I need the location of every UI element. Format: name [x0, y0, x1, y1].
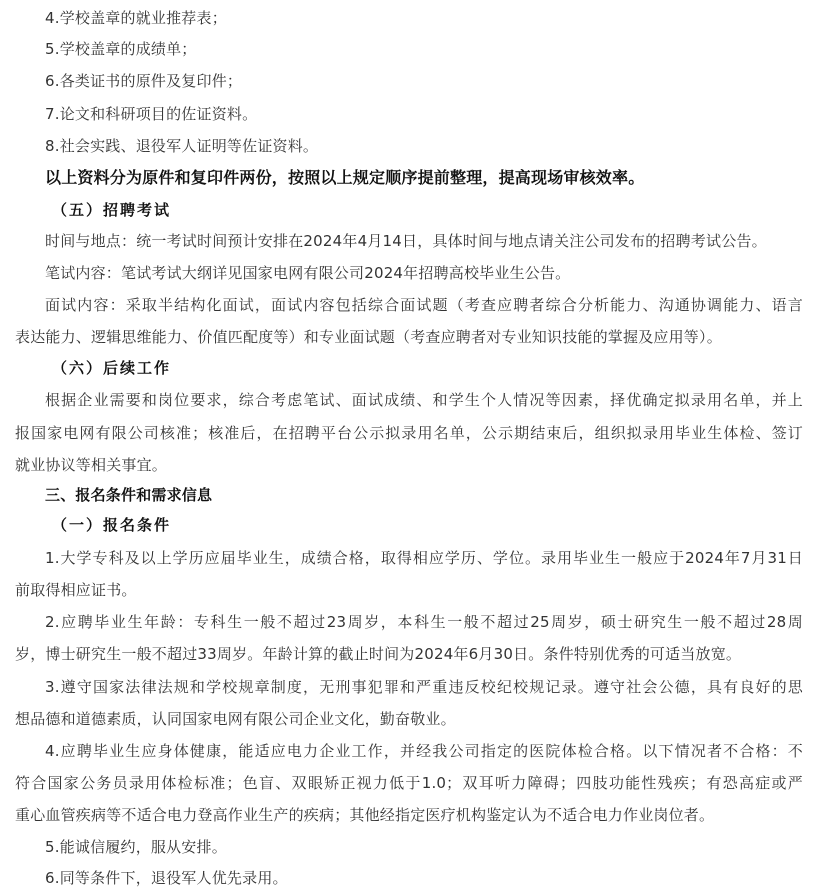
condition-line: 符合国家公务员录用体检标准；色盲、双眼矫正视力低于1.0；双耳听力障碍；四肢功能性残疾；有恐高症或严 [15, 774, 803, 792]
condition-line: 3.遵守国家法律法规和学校规章制度，无刑事犯罪和严重违反校纪校规记录。遵守社会公德，具有良好的思 [45, 678, 803, 696]
exam-written: 笔试内容：笔试考试大纲详见国家电网有限公司2024年招聘高校毕业生公告。 [45, 264, 571, 282]
exam-interview-line: 表达能力、逻辑思维能力、价值匹配度等）和专业面试题（考查应聘者对专业知识技能的掌握及应用等）。 [15, 328, 722, 346]
list-item: 7.论文和科研项目的佐证资料。 [45, 105, 258, 123]
condition-line: 2.应聘毕业生年龄：专科生一般不超过23周岁，本科生一般不超过25周岁，硕士研究生一般不超过28周 [45, 613, 803, 631]
section-heading-followup: （六）后续工作 [52, 359, 172, 377]
section-heading-exam: （五）招聘考试 [52, 201, 172, 219]
followup-line: 报国家电网有限公司核准；核准后，在招聘平台公示拟录用名单，公示期结束后，组织拟录用毕业生体检、签订 [15, 424, 803, 442]
condition-line: 1.大学专科及以上学历应届毕业生，成绩合格，取得相应学历、学位。录用毕业生一般应于2024年7月31日 [45, 549, 803, 567]
exam-interview-line: 面试内容：采取半结构化面试，面试内容包括综合面试题（考查应聘者综合分析能力、沟通协调能力、语言 [45, 296, 803, 314]
condition-line: 岁，博士研究生一般不超过33周岁。年龄计算的截止时间为2024年6月30日。条件特别优秀的可适当放宽。 [15, 645, 742, 663]
list-item: 5.学校盖章的成绩单； [45, 40, 197, 58]
list-item: 4.学校盖章的就业推荐表； [45, 9, 227, 27]
condition-line: 4.应聘毕业生应身体健康，能适应电力企业工作，并经我公司指定的医院体检合格。以下情况者不合格：不 [45, 742, 803, 760]
list-item: 6.各类证书的原件及复印件； [45, 72, 243, 90]
bold-note: 以上资料分为原件和复印件两份，按照以上规定顺序提前整理，提高现场审核效率。 [45, 168, 645, 187]
condition-line: 6.同等条件下，退役军人优先录用。 [45, 869, 288, 887]
part-heading-requirements: 三、报名条件和需求信息 [45, 486, 213, 504]
condition-line: 前取得相应证书。 [15, 581, 137, 599]
followup-line: 根据企业需要和岗位要求，综合考虑笔试、面试成绩、和学生个人情况等因素，择优确定拟录用名单，并上 [45, 391, 803, 409]
section-heading-conditions: （一）报名条件 [52, 516, 172, 534]
condition-line: 重心血管疾病等不适合电力登高作业生产的疾病；其他经指定医疗机构鉴定认为不适合电力作业岗位者。 [15, 806, 715, 824]
list-item: 8.社会实践、退役军人证明等佐证资料。 [45, 137, 319, 155]
exam-time-place: 时间与地点：统一考试时间预计安排在2024年4月14日，具体时间与地点请关注公司发布的招聘考试公告。 [45, 232, 767, 250]
condition-line: 5.能诚信履约，服从安排。 [45, 838, 227, 856]
condition-line: 想品德和道德素质，认同国家电网有限公司企业文化，勤奋敬业。 [15, 710, 456, 728]
followup-line: 就业协议等相关事宜。 [15, 456, 168, 474]
